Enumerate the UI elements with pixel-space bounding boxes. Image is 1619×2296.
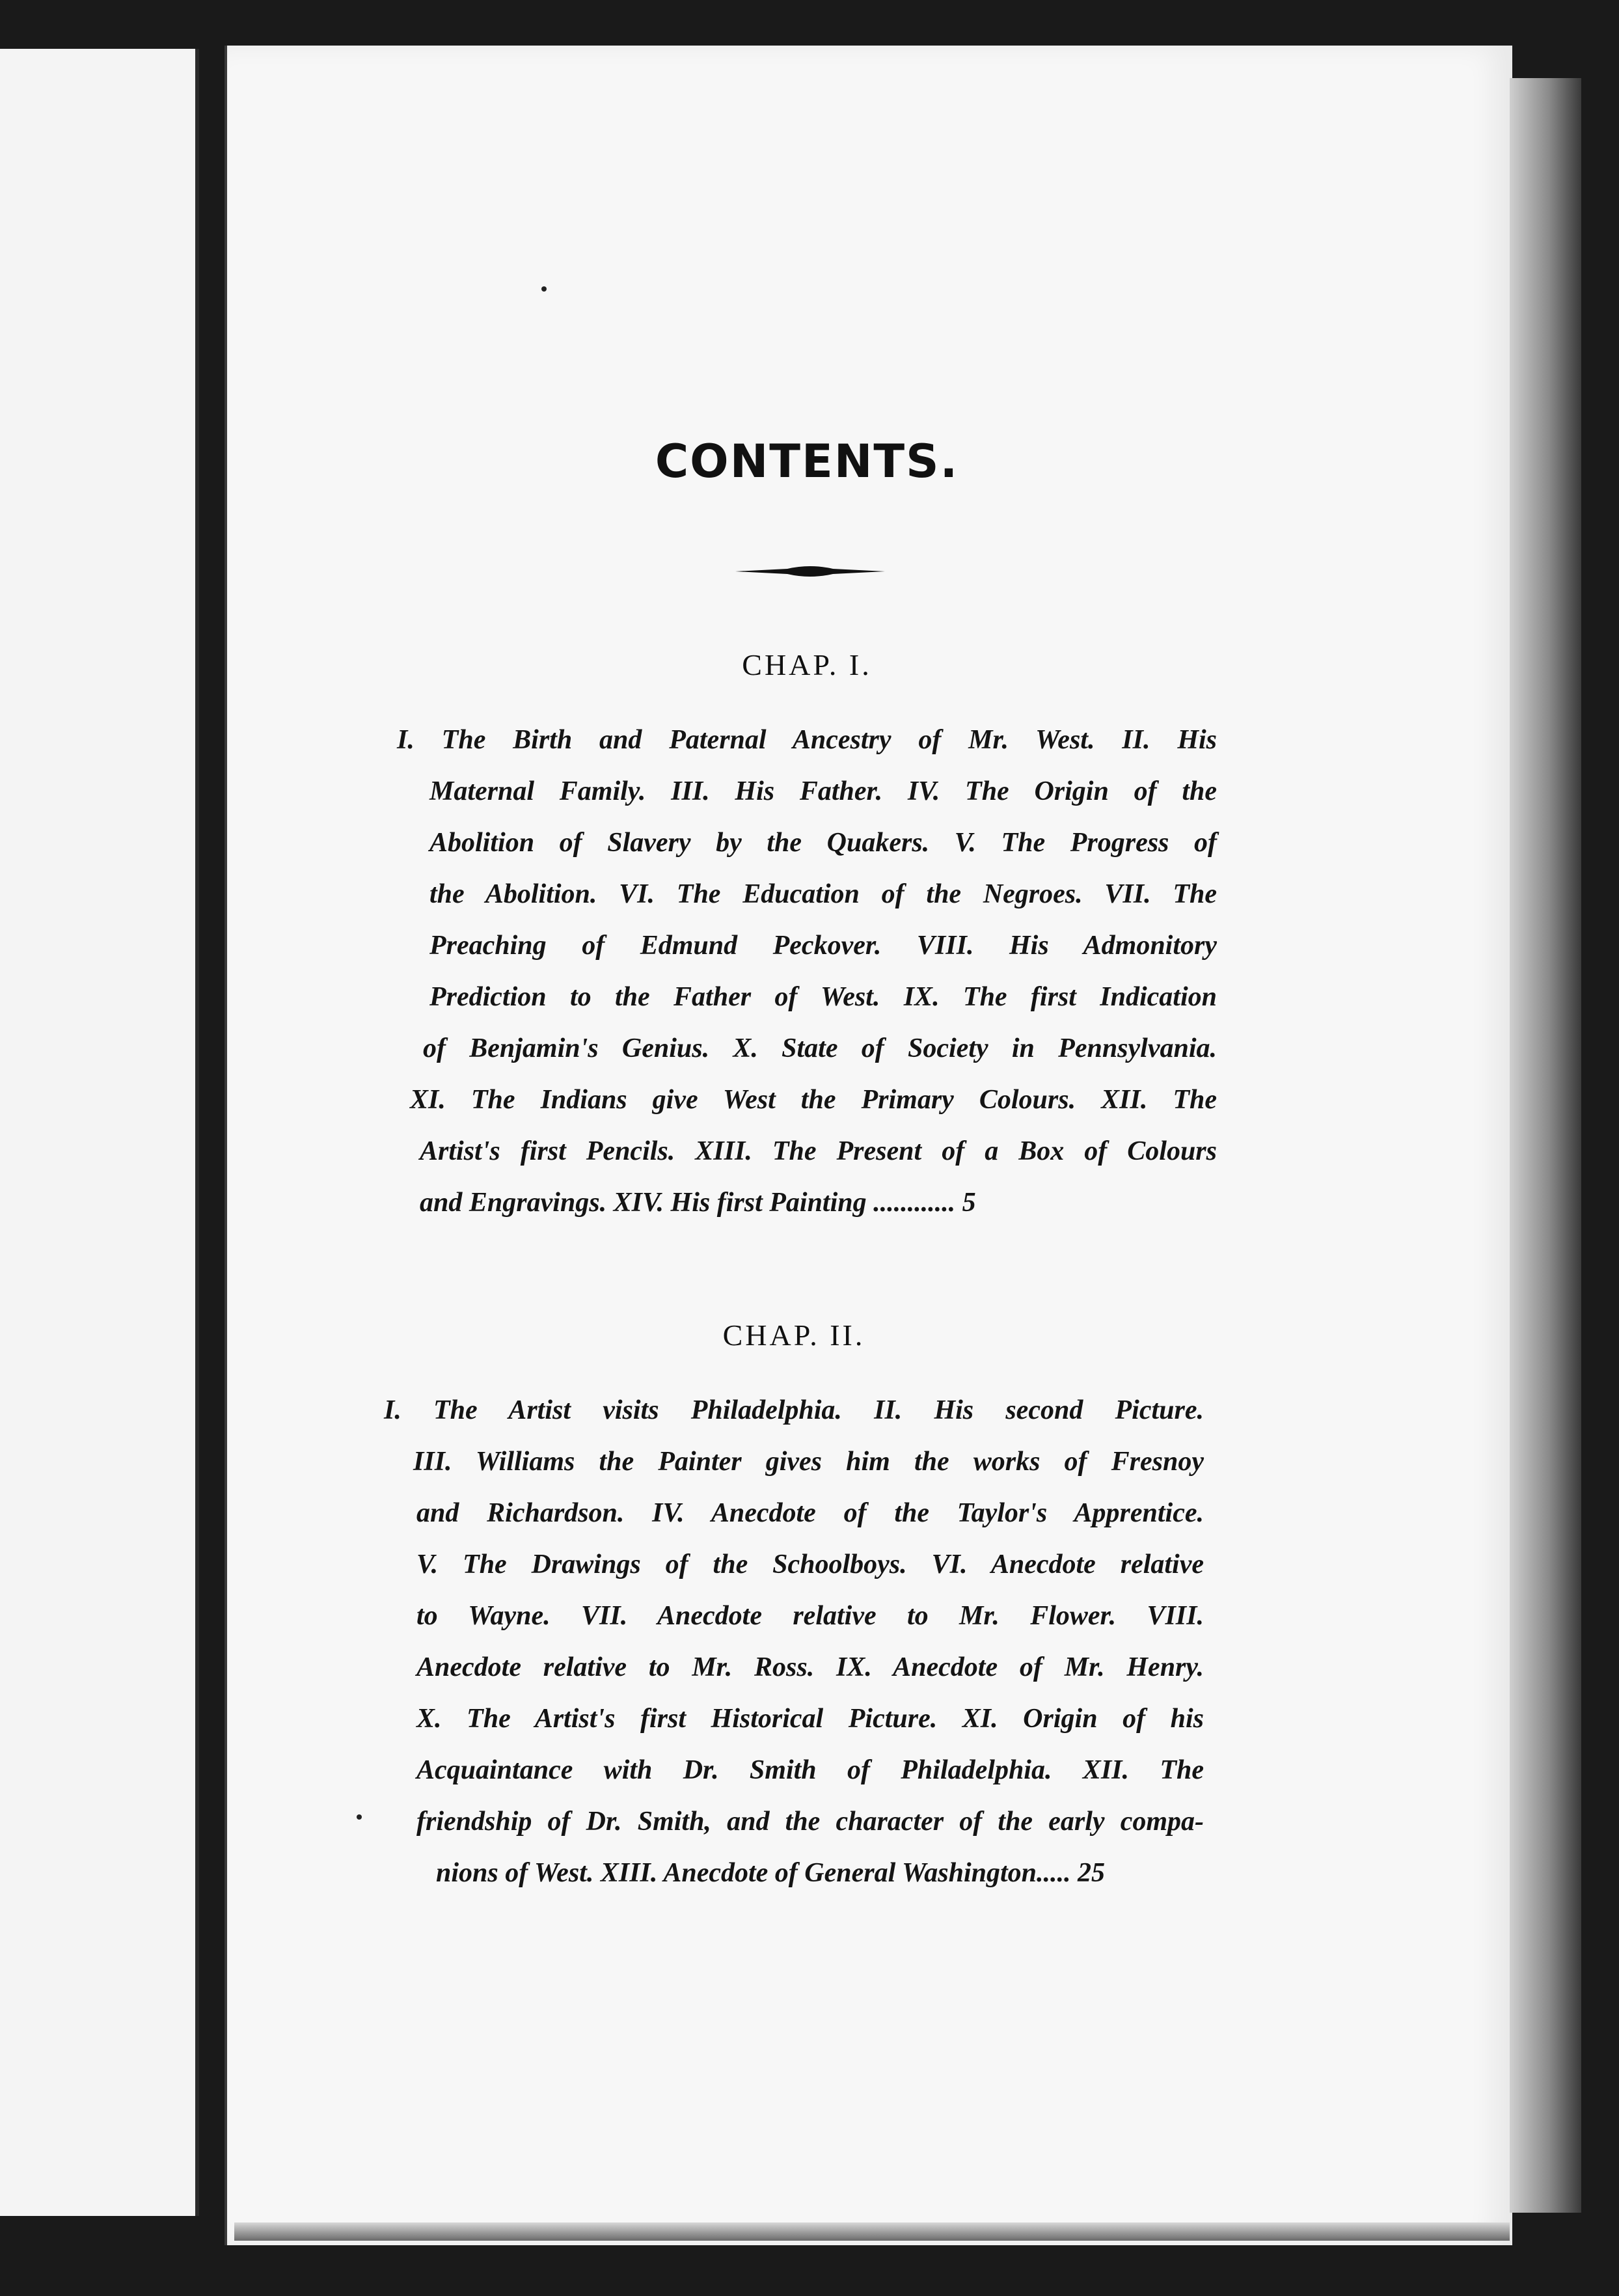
- chapter-contents: [384, 1385, 1204, 1899]
- contents-line: V. The Drawings of the Schoolboys. VI. Anecdote relative: [416, 1550, 1204, 1579]
- chapter-contents: [397, 715, 1217, 1229]
- ink-speck: [541, 286, 547, 292]
- contents-line: the Abolition. VI. The Education of the Negroes. VII. The: [429, 879, 1217, 909]
- contents-line: III. Williams the Painter gives him the works of Fresnoy: [413, 1447, 1204, 1477]
- contents-line: and Engravings. XIV. His first Painting ............ 5: [420, 1188, 976, 1218]
- contents-line: I. The Artist visits Philadelphia. II. His second Picture.: [384, 1395, 1204, 1425]
- contents-line: of Benjamin's Genius. X. State of Society in Pennsylvania.: [423, 1033, 1217, 1063]
- contents-line: and Richardson. IV. Anecdote of the Taylor's Apprentice.: [416, 1498, 1204, 1528]
- contents-line: Abolition of Slavery by the Quakers. V. The Progress of: [429, 828, 1217, 858]
- page-fore-edge: [1510, 78, 1581, 2213]
- contents-line: to Wayne. VII. Anecdote relative to Mr. Flower. VIII.: [416, 1601, 1204, 1631]
- contents-line: Maternal Family. III. His Father. IV. The Origin of the: [429, 776, 1217, 806]
- chapter-heading: CHAP. II.: [722, 1319, 865, 1352]
- page-title: CONTENTS.: [655, 435, 959, 488]
- facing-page-edge: [0, 49, 199, 2216]
- contents-line: Artist's first Pencils. XIII. The Present of a Box of Colours: [420, 1136, 1217, 1166]
- contents-line: XI. The Indians give West the Primary Colours. XII. The: [410, 1085, 1217, 1115]
- chapter-heading: CHAP. I.: [742, 648, 872, 681]
- contents-line: nions of West. XIII. Anecdote of General Washington..... 25: [436, 1858, 1105, 1888]
- contents-line: Anecdote relative to Mr. Ross. IX. Anecdote of Mr. Henry.: [416, 1652, 1204, 1682]
- page-bottom-edge: [234, 2222, 1510, 2241]
- contents-line: friendship of Dr. Smith, and the character of the early compa-: [416, 1807, 1204, 1837]
- ornamental-rule: [735, 564, 885, 579]
- contents-line: I. The Birth and Paternal Ancestry of Mr. West. II. His: [397, 725, 1217, 755]
- ink-speck: [357, 1814, 362, 1820]
- contents-line: Preaching of Edmund Peckover. VIII. His Admonitory: [429, 931, 1217, 961]
- contents-line: Acquaintance with Dr. Smith of Philadelphia. XII. The: [416, 1755, 1204, 1785]
- contents-line: X. The Artist's first Historical Picture. XI. Origin of his: [416, 1704, 1204, 1734]
- contents-line: Prediction to the Father of West. IX. The first Indication: [429, 982, 1217, 1012]
